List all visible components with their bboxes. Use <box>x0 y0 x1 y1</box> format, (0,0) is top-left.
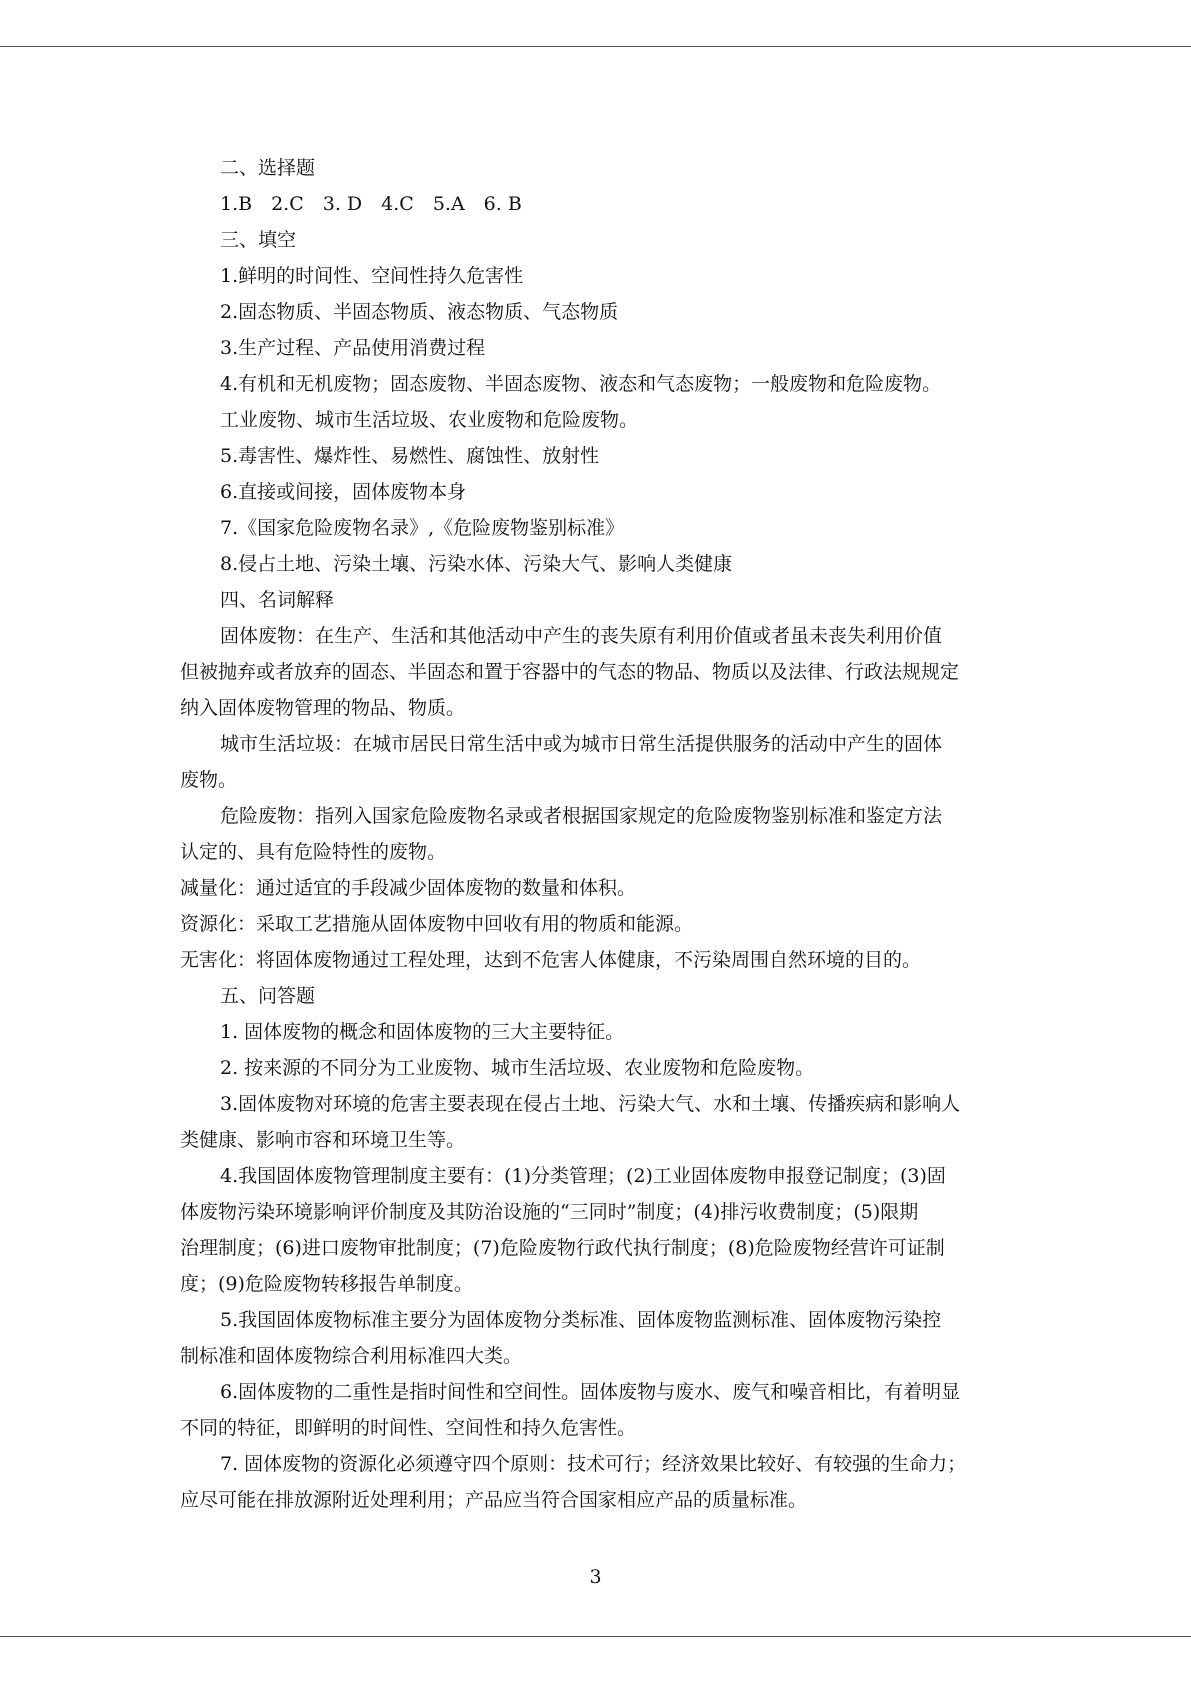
text-line: 废物。 <box>180 769 238 791</box>
text-line-block <box>180 402 1012 438</box>
page-number: 3 <box>589 1566 602 1588</box>
text-line: 1.B 2.C 3. D 4.C 5.A 6. B <box>220 193 522 215</box>
text-line: 1.鲜明的时间性、空间性持久危害性 <box>220 265 524 287</box>
text-line-block <box>180 330 1012 366</box>
text-line: 二、选择题 <box>220 157 316 179</box>
text-line: 7.《国家危险废物名录》,《危险废物鉴别标准》 <box>220 517 625 539</box>
text-line-block <box>180 510 1012 546</box>
text-line-block <box>180 294 1012 330</box>
text-line: 3.固体废物对环境的危害主要表现在侵占土地、污染大气、水和土壤、传播疾病和影响人 <box>220 1093 961 1115</box>
paragraph <box>180 798 1012 870</box>
text-line: 固体废物：在生产、生活和其他活动中产生的丧失原有利用价值或者虽未丧失利用价值 <box>220 625 943 647</box>
text-line: 认定的、具有危险特性的废物。 <box>180 841 447 863</box>
paragraph <box>180 1158 1012 1302</box>
text-line: 2. 按来源的不同分为工业废物、城市生活垃圾、农业废物和危险废物。 <box>220 1057 815 1079</box>
text-line: 2.固态物质、半固态物质、液态物质、气态物质 <box>220 301 619 323</box>
text-line: 纳入固体废物管理的物品、物质。 <box>180 697 466 719</box>
text-line-block <box>180 870 1012 906</box>
text-line-block <box>180 582 1012 618</box>
text-line-block <box>180 366 1012 402</box>
header-rule <box>0 46 1191 47</box>
text-line: 7. 固体废物的资源化必须遵守四个原则：技术可行；经济效果比较好、有较强的生命力； <box>220 1453 967 1475</box>
text-line: 度；(9)危险废物转移报告单制度。 <box>180 1273 473 1295</box>
text-line-block <box>180 186 1012 222</box>
text-line-block <box>180 258 1012 294</box>
text-line-block <box>180 1050 1012 1086</box>
paragraph <box>180 726 1012 798</box>
text-line: 4.我国固体废物管理制度主要有：(1)分类管理；(2)工业固体废物申报登记制度；(3)固 <box>220 1165 946 1187</box>
text-line-block <box>180 438 1012 474</box>
text-line-block <box>180 978 1012 1014</box>
text-line: 城市生活垃圾：在城市居民日常生活中或为城市日常生活提供服务的活动中产生的固体 <box>220 733 943 755</box>
text-line-block <box>180 546 1012 582</box>
text-line: 8.侵占土地、污染土壤、污染水体、污染大气、影响人类健康 <box>220 553 733 575</box>
footer-rule <box>0 1636 1191 1637</box>
text-line: 但被抛弃或者放弃的固态、半固态和置于容器中的气态的物品、物质以及法律、行政法规规定 <box>180 661 960 683</box>
text-line: 6.固体废物的二重性是指时间性和空间性。固体废物与废水、废气和噪音相比，有着明显 <box>220 1381 961 1403</box>
text-line: 6.直接或间接，固体废物本身 <box>220 481 467 503</box>
text-line: 体废物污染环境影响评价制度及其防治设施的“三同时”制度；(4)排污收费制度；(5)限期 <box>180 1201 919 1223</box>
text-line-block <box>180 222 1012 258</box>
text-line: 无害化：将固体废物通过工程处理，达到不危害人体健康，不污染周围自然环境的目的。 <box>180 949 922 971</box>
text-line-block <box>180 150 1012 186</box>
text-line: 四、名词解释 <box>220 589 335 611</box>
paragraph <box>180 1446 1012 1518</box>
paragraph <box>180 1086 1012 1158</box>
text-line-block <box>180 474 1012 510</box>
text-line-block <box>180 1014 1012 1050</box>
text-line: 减量化：通过适宜的手段减少固体废物的数量和体积。 <box>180 877 637 899</box>
text-line: 5.我国固体废物标准主要分为固体废物分类标准、固体废物监测标准、固体废物污染控 <box>220 1309 942 1331</box>
text-line: 危险废物：指列入国家危险废物名录或者根据国家规定的危险废物鉴别标准和鉴定方法 <box>220 805 943 827</box>
text-line: 五、问答题 <box>220 985 316 1007</box>
text-line: 治理制度；(6)进口废物审批制度；(7)危险废物行政代执行制度；(8)危险废物经营许可证制 <box>180 1237 945 1259</box>
paragraph <box>180 1374 1012 1446</box>
text-line-block <box>180 942 1012 978</box>
paragraph <box>180 618 1012 726</box>
document-body <box>180 150 1012 1518</box>
text-line: 资源化：采取工艺措施从固体废物中回收有用的物质和能源。 <box>180 913 694 935</box>
text-line: 3.生产过程、产品使用消费过程 <box>220 337 486 359</box>
text-line: 5.毒害性、爆炸性、易燃性、腐蚀性、放射性 <box>220 445 600 467</box>
text-line-block <box>180 906 1012 942</box>
text-line: 不同的特征，即鲜明的时间性、空间性和持久危害性。 <box>180 1417 637 1439</box>
text-line: 应尽可能在排放源附近处理利用；产品应当符合国家相应产品的质量标准。 <box>180 1489 808 1511</box>
paragraph <box>180 1302 1012 1374</box>
text-line: 三、填空 <box>220 229 297 251</box>
text-line: 制标准和固体废物综合利用标准四大类。 <box>180 1345 523 1367</box>
text-line: 类健康、影响市容和环境卫生等。 <box>180 1129 466 1151</box>
text-line: 4.有机和无机废物；固态废物、半固态废物、液态和气态废物；一般废物和危险废物。 <box>220 373 942 395</box>
text-line: 1. 固体废物的概念和固体废物的三大主要特征。 <box>220 1021 625 1043</box>
text-line: 工业废物、城市生活垃圾、农业废物和危险废物。 <box>220 409 639 431</box>
